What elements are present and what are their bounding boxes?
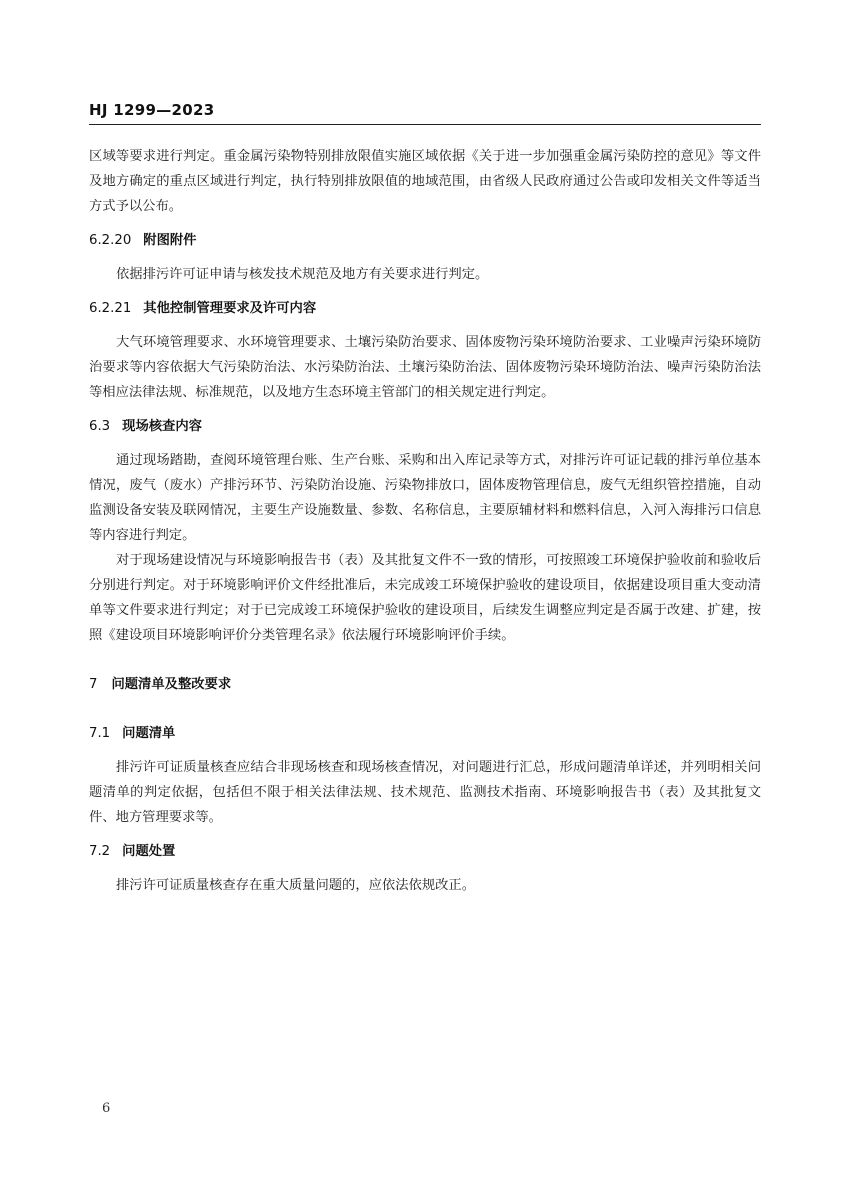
section-6-2-20-heading: [89, 228, 761, 253]
header-rule: [89, 124, 761, 125]
page-number: 6: [102, 1101, 111, 1116]
intro-paragraph: 区域等要求进行判定。重金属污染物特别排放限值实施区域依据《关于进一步加强重金属污染防控的意见》等文件及地方确定的重点区域进行判定，执行特别排放限值的地域范围，由省级人民政府通过公告或印发相关文件等适当方式予以公布。: [89, 149, 761, 214]
section-title: 问题清单: [122, 726, 176, 741]
section-title: 附图附件: [143, 233, 197, 248]
section-number: 7: [89, 677, 98, 692]
section-6-3-paragraph-2: 对于现场建设情况与环境影响报告书（表）及其批复文件不一致的情形，可按照竣工环境保护验收前和验收后分别进行判定。对于环境影响评价文件经批准后，未完成竣工环境保护验收的建设项目，依据建设项目重大变动清单等文件要求进行判定；对于已完成竣工环境保护验收的建设项目，后续发生调整应判定是否属于改建、扩建，按照《建设项目环境影响评价分类管理名录》依法履行环境影响评价手续。: [89, 553, 761, 643]
section-title: 其他控制管理要求及许可内容: [143, 301, 317, 316]
section-title: 问题清单及整改要求: [111, 677, 232, 692]
section-6-2-21-paragraph: 大气环境管理要求、水环境管理要求、土壤污染防治要求、固体废物污染环境防治要求、工业噪声污染环境防治要求等内容依据大气污染防治法、水污染防治法、土壤污染防治法、固体废物污染环境防治法、噪声污染防治法等相应法律法规、标准规范，以及地方生态环境主管部门的相关规定进行判定。: [89, 335, 761, 400]
section-7-1-paragraph: 排污许可证质量核查应结合非现场核查和现场核查情况，对问题进行汇总，形成问题清单详述，并列明相关问题清单的判定依据，包括但不限于相关法律法规、技术规范、监测技术指南、环境影响报告书（表）及其批复文件、地方管理要求等。: [89, 760, 761, 825]
section-7-2-heading: [89, 839, 761, 864]
section-6-2-20-paragraph: 依据排污许可证申请与核发技术规范及地方有关要求进行判定。: [116, 267, 489, 282]
section-title: 现场核查内容: [122, 419, 202, 434]
section-title: 问题处置: [122, 844, 176, 859]
section-number: 7.2: [89, 844, 111, 859]
standard-code-header: HJ 1299—2023: [89, 101, 215, 119]
section-7-1-heading: [89, 721, 761, 746]
section-6-3-paragraph-1: 通过现场踏勘，查阅环境管理台账、生产台账、采购和出入库记录等方式，对排污许可证记载的排污单位基本情况，废气（废水）产排污环节、污染防治设施、污染物排放口，固体废物管理信息，废气无组织管控措施，自动监测设备安装及联网情况，主要生产设施数量、参数、名称信息，主要原辅材料和燃料信息，入河入海排污口信息等内容进行判定。: [89, 453, 761, 543]
section-6-3-heading: [89, 414, 761, 439]
page-content: [89, 144, 761, 898]
section-7-2-paragraph: 排污许可证质量核查存在重大质量问题的，应依法依规改正。: [116, 878, 476, 893]
section-7-heading: [89, 672, 761, 697]
section-6-2-21-heading: [89, 296, 761, 321]
section-number: 6.2.21: [89, 301, 132, 316]
section-number: 7.1: [89, 726, 111, 741]
section-number: 6.2.20: [89, 233, 132, 248]
section-number: 6.3: [89, 419, 111, 434]
